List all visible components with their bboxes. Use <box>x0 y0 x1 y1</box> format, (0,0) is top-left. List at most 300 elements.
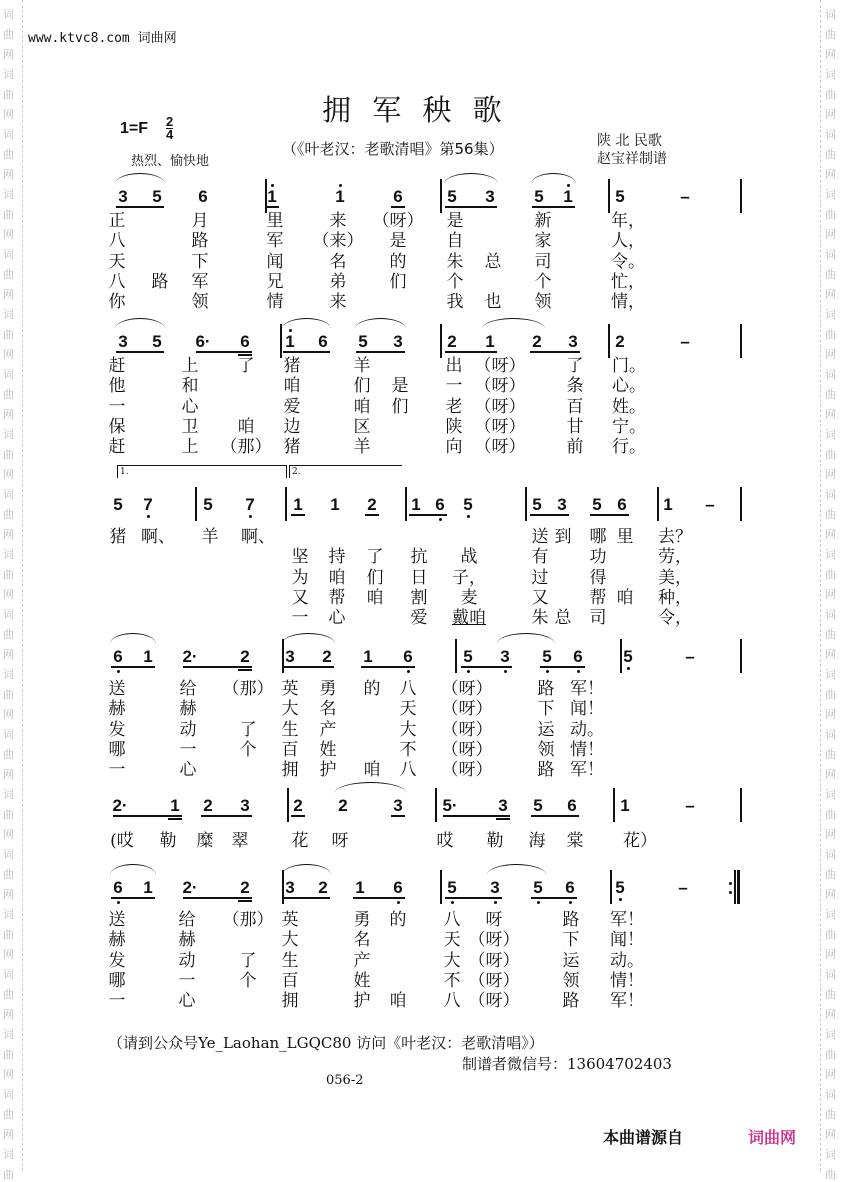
watermark-char: 曲 <box>3 328 14 341</box>
watermark-char: 网 <box>825 168 836 181</box>
lyric: 咱 <box>363 760 381 781</box>
lyric: 情！ <box>570 739 604 760</box>
note: 5 <box>152 187 162 206</box>
lyric: （呀） <box>468 991 520 1012</box>
watermark-char: 词 <box>825 608 836 621</box>
lyric: 兄 <box>266 271 284 292</box>
lyric: 们 <box>353 376 371 397</box>
note: 2 <box>203 796 213 815</box>
watermark-char: 词 <box>3 728 14 741</box>
lyric: 个 <box>446 271 464 292</box>
watermark-char: 网 <box>3 768 14 781</box>
underline-beam <box>356 351 405 353</box>
note: 5 <box>534 187 544 206</box>
lyric: 领 <box>537 739 555 760</box>
octave-dot-below <box>117 670 120 673</box>
lyric: 帮 <box>328 587 346 608</box>
lyric: 是 <box>391 376 409 397</box>
lyric: 下 <box>191 251 209 272</box>
watermark-char: 网 <box>3 1128 14 1141</box>
note: 6 <box>113 647 123 666</box>
watermark-char: 网 <box>825 888 836 901</box>
footer-wechat: 制谱者微信号：13604702403 <box>462 1055 672 1073</box>
lyric: 羊 <box>353 437 371 458</box>
lyric: 名 <box>329 251 347 272</box>
lyric: 姓 <box>319 739 337 760</box>
lyric: 日 <box>410 567 428 588</box>
lyric: 名 <box>353 930 371 951</box>
underline-beam <box>291 514 305 516</box>
note: 7 <box>143 495 153 514</box>
lyric: 护 <box>319 760 337 781</box>
lyric: 闻！ <box>610 930 644 951</box>
barline <box>282 870 284 904</box>
note: 2 <box>240 647 250 666</box>
lyric: （那） <box>222 910 274 930</box>
lyric: （来） <box>312 231 364 252</box>
note: – <box>680 187 690 206</box>
lyric: 天 <box>443 930 461 951</box>
note: 2 <box>322 647 332 666</box>
watermark-char: 网 <box>3 468 14 481</box>
lyric: 情！ <box>610 970 644 991</box>
lyric: 令。 <box>611 251 645 272</box>
watermark-char: 曲 <box>825 988 836 1001</box>
watermark-char: 曲 <box>825 28 836 41</box>
lyric: 的 <box>389 251 407 272</box>
watermark-char: 网 <box>3 48 14 61</box>
note: 6 <box>318 332 328 351</box>
lyric: 下 <box>537 699 555 720</box>
watermark-char: 曲 <box>825 148 836 161</box>
slur <box>110 633 156 644</box>
lyric: 是 <box>389 231 407 252</box>
lyric: 不 <box>443 970 461 991</box>
lyric: 过 <box>531 567 549 588</box>
slur <box>531 173 576 184</box>
lyric: 爱 <box>283 396 301 417</box>
note: 5 <box>358 332 368 351</box>
octave-dot-below <box>249 515 252 518</box>
lyric: 不 <box>399 739 417 760</box>
lyric: 花） <box>623 831 657 851</box>
watermark-char: 网 <box>3 828 14 841</box>
octave-dot-below <box>147 515 150 518</box>
lyric: 勇 <box>353 910 371 930</box>
lyric: 一 <box>445 376 463 397</box>
lyric: 闻 <box>266 251 284 272</box>
lyric: 了 <box>566 356 584 376</box>
lyric: 生 <box>281 719 299 740</box>
final-barline <box>734 870 736 904</box>
lyric: 羊 <box>353 356 371 376</box>
watermark-char: 曲 <box>825 508 836 521</box>
watermark-char: 词 <box>825 848 836 861</box>
origin: 陕 北 民歌 <box>597 133 662 149</box>
lyric: 产 <box>319 719 337 740</box>
underline-beam <box>590 514 629 516</box>
watermark-char: 词 <box>825 1148 836 1161</box>
note: 2 <box>532 332 542 351</box>
lyric: 咱 <box>366 587 384 608</box>
lyric: （呀） <box>441 679 493 699</box>
barline <box>287 788 289 822</box>
watermark-char: 词 <box>3 8 14 21</box>
lyric: （呀） <box>468 930 520 951</box>
note: 6 <box>240 332 250 351</box>
note: 5 <box>623 647 633 666</box>
slur <box>482 318 545 329</box>
octave-dot-below <box>467 515 470 518</box>
lyric: 勒 <box>159 831 177 851</box>
note: 1 <box>485 332 495 351</box>
lyric: 持 <box>328 547 346 568</box>
watermark-char: 曲 <box>3 208 14 221</box>
lyric: 送 <box>108 679 126 699</box>
note: 5 <box>532 495 542 514</box>
lyric: 上 <box>181 437 199 458</box>
lyric: 大 <box>399 719 417 740</box>
lyric: 大 <box>443 950 461 971</box>
lyric: 是 <box>446 211 464 231</box>
lyric: 出 <box>445 356 463 376</box>
lyric: 个 <box>239 739 257 760</box>
note: 2 <box>447 332 457 351</box>
lyric: 的 <box>363 679 381 699</box>
note: 2· <box>112 796 128 815</box>
lyric: 月 <box>191 211 209 231</box>
note: 5 <box>615 187 625 206</box>
lyric: 们 <box>391 396 409 417</box>
watermark-char: 曲 <box>3 628 14 641</box>
lyric: 啊、 <box>241 527 275 547</box>
watermark-char: 词 <box>825 308 836 321</box>
watermark-char: 词 <box>825 1088 836 1101</box>
watermark-char: 网 <box>825 48 836 61</box>
lyric: 朱 <box>531 608 549 629</box>
lyric: 到 <box>554 527 572 547</box>
note: 5 <box>533 796 543 815</box>
lyric: 八 <box>399 760 417 781</box>
barline <box>740 639 742 673</box>
left-dashed-line <box>22 0 23 1171</box>
barline <box>740 179 742 213</box>
lyric: 哪 <box>108 970 126 991</box>
volta-1-label: 1. <box>120 467 129 477</box>
watermark-char: 词 <box>825 908 836 921</box>
watermark-char: 网 <box>3 528 14 541</box>
lyric: 八 <box>399 679 417 699</box>
note: 1 <box>620 796 630 815</box>
note: 6· <box>195 332 211 351</box>
barline <box>740 324 742 358</box>
watermark-char: 曲 <box>3 1168 14 1181</box>
watermark-char: 网 <box>825 468 836 481</box>
lyric: 又 <box>531 587 549 608</box>
watermark-char: 网 <box>3 1008 14 1021</box>
octave-dot-below <box>577 670 580 673</box>
underline-beam <box>238 897 252 899</box>
slur <box>115 318 165 329</box>
watermark-char: 词 <box>3 248 14 261</box>
lyric: （呀） <box>474 396 526 417</box>
lyric: （呀） <box>474 416 526 437</box>
octave-dot-below <box>546 670 549 673</box>
volta-2-label: 2. <box>292 467 301 477</box>
lyric: 抗 <box>410 547 428 568</box>
note: – <box>678 878 688 897</box>
slur <box>487 864 546 875</box>
lyric: （呀） <box>474 356 526 376</box>
note: 3 <box>285 878 295 897</box>
watermark-char: 曲 <box>3 88 14 101</box>
lyric: 护 <box>353 991 371 1012</box>
note: 6 <box>403 647 413 666</box>
watermark-char: 网 <box>825 288 836 301</box>
underline-beam <box>530 514 569 516</box>
lyric: 猪 <box>283 437 301 458</box>
lyric: 年， <box>611 211 645 231</box>
watermark-char: 词 <box>3 308 14 321</box>
arranger: 赵宝祥制谱 <box>597 151 667 167</box>
lyric: 正 <box>108 211 126 231</box>
underline-beam <box>238 666 252 668</box>
watermark-char: 曲 <box>825 448 836 461</box>
note: – <box>705 495 715 514</box>
octave-dot-below <box>494 901 497 904</box>
barline <box>740 788 742 822</box>
lyric: 姓。 <box>612 396 646 417</box>
watermark-char: 网 <box>825 528 836 541</box>
slur <box>497 633 555 644</box>
page-number: 056-2 <box>326 1073 364 1088</box>
note: 3 <box>285 647 295 666</box>
lyric: 心。 <box>612 376 646 397</box>
slur <box>282 318 331 329</box>
note: 3 <box>485 187 495 206</box>
source-site-link[interactable]: 词曲网 <box>748 1128 797 1147</box>
lyric: 一 <box>178 970 196 991</box>
lyric: 功 <box>589 547 607 568</box>
lyric: （呀） <box>372 211 424 231</box>
lyric: 发 <box>108 719 126 740</box>
note: 6 <box>113 878 123 897</box>
watermark-char: 网 <box>3 888 14 901</box>
octave-dot-below <box>537 901 540 904</box>
note: 2· <box>182 647 198 666</box>
slur <box>110 864 156 875</box>
note: 5 <box>533 878 543 897</box>
note: 6 <box>435 495 445 514</box>
underline-beam <box>238 900 252 902</box>
lyric: 心 <box>181 396 199 417</box>
watermark-char: 词 <box>825 8 836 21</box>
lyric: 猪 <box>283 356 301 376</box>
lyric: 拥 <box>281 991 299 1012</box>
note: 6 <box>565 878 575 897</box>
note: 5 <box>615 878 625 897</box>
left-watermark-strip <box>0 0 22 1181</box>
watermark-char: 词 <box>3 1088 14 1101</box>
lyric: 令， <box>658 608 692 629</box>
slur <box>115 173 165 184</box>
lyric: 产 <box>353 950 371 971</box>
note: 1 <box>363 647 373 666</box>
lyric: 卫 <box>181 416 199 437</box>
lyric: 陕 <box>445 416 463 437</box>
watermark-char: 网 <box>3 108 14 121</box>
note: 2 <box>293 796 303 815</box>
watermark-char: 网 <box>825 828 836 841</box>
watermark-char: 网 <box>825 408 836 421</box>
watermark-char: 网 <box>3 588 14 601</box>
lyric: 哪 <box>108 739 126 760</box>
barline <box>740 487 742 521</box>
lyric: （那） <box>222 679 274 699</box>
note: 3 <box>118 187 128 206</box>
lyric: 咱 <box>237 416 255 437</box>
note: 1 <box>563 187 573 206</box>
watermark-char: 网 <box>3 348 14 361</box>
note: 6 <box>573 647 583 666</box>
watermark-char: 曲 <box>825 868 836 881</box>
lyric: （呀） <box>441 739 493 760</box>
lyric: 大 <box>281 699 299 720</box>
underline-beam <box>265 206 279 208</box>
barline <box>525 487 527 521</box>
lyric: 八 <box>108 231 126 252</box>
lyric: 里 <box>266 211 284 231</box>
watermark-char: 曲 <box>825 388 836 401</box>
watermark-char: 词 <box>3 1028 14 1041</box>
underline-beam <box>409 514 447 516</box>
lyric: (哎 <box>110 831 134 851</box>
watermark-char: 曲 <box>825 1168 836 1181</box>
octave-dot-below <box>397 901 400 904</box>
lyric: 人， <box>611 231 645 252</box>
watermark-char: 词 <box>3 908 14 921</box>
lyric: （呀） <box>441 719 493 740</box>
lyric: 给 <box>179 679 197 699</box>
lyric: 个 <box>534 271 552 292</box>
lyric: 也 <box>484 292 502 313</box>
watermark-char: 网 <box>825 768 836 781</box>
underline-beam <box>238 669 252 671</box>
note: 1 <box>170 796 180 815</box>
underline-beam <box>168 815 182 817</box>
watermark-char: 网 <box>3 1068 14 1081</box>
underline-beam <box>445 206 497 208</box>
lyric: （那） <box>220 437 272 458</box>
watermark-char: 词 <box>825 128 836 141</box>
note: 5 <box>463 495 473 514</box>
lyric: 姓 <box>353 970 371 991</box>
watermark-char: 曲 <box>3 808 14 821</box>
time-signature <box>166 116 173 141</box>
underline-beam <box>283 351 330 353</box>
watermark-char: 词 <box>825 788 836 801</box>
note: 6 <box>617 495 627 514</box>
underline-beam <box>532 206 575 208</box>
watermark-char: 词 <box>3 368 14 381</box>
watermark-char: 词 <box>3 188 14 201</box>
watermark-char: 曲 <box>3 388 14 401</box>
lyric: 赶 <box>108 356 126 376</box>
lyric: 路 <box>562 910 580 930</box>
right-dashed-line <box>820 0 821 1171</box>
watermark-char: 网 <box>825 948 836 961</box>
underline-beam <box>283 897 330 899</box>
underline-beam <box>168 818 182 820</box>
lyric: 啊、 <box>141 527 175 547</box>
watermark-char: 词 <box>825 428 836 441</box>
barline <box>657 487 659 521</box>
note: – <box>685 647 695 666</box>
note: 2 <box>318 878 328 897</box>
note: 3 <box>393 796 403 815</box>
lyric: 领 <box>191 292 209 313</box>
watermark-char: 曲 <box>3 748 14 761</box>
barline <box>608 324 610 358</box>
lyric: 八 <box>108 271 126 292</box>
lyric: 战 <box>460 547 478 568</box>
site-name: 词曲网 <box>137 31 177 46</box>
watermark-char: 曲 <box>3 568 14 581</box>
underline-beam <box>531 815 579 817</box>
lyric: 保 <box>108 416 126 437</box>
site-url[interactable] <box>28 27 177 46</box>
underline-beam <box>531 897 577 899</box>
lyric: 总 <box>554 608 572 629</box>
watermark-char: 曲 <box>825 688 836 701</box>
lyric: 百 <box>281 739 299 760</box>
lyric: 条 <box>566 376 584 397</box>
tempo-marking: 热烈、愉快地 <box>131 154 210 169</box>
underline-beam <box>201 815 252 817</box>
watermark-char: 词 <box>3 608 14 621</box>
underline-beam <box>361 666 415 668</box>
footer-note: （请到公众号Ye_Laohan_LGQC80 访问《叶老汉：老歌清唱》） <box>108 1034 544 1052</box>
note: 1 <box>330 495 340 514</box>
underline-beam <box>238 351 252 353</box>
lyric: 子， <box>452 567 486 588</box>
subtitle: （《叶老汉：老歌清唱》第56集） <box>282 140 504 158</box>
watermark-char: 词 <box>825 548 836 561</box>
note: 6 <box>567 796 577 815</box>
lyric: 运 <box>562 950 580 971</box>
volta-1 <box>117 465 287 478</box>
lyric: 个 <box>239 970 257 991</box>
lyric: 赫 <box>108 699 126 720</box>
lyric: 来 <box>329 292 347 313</box>
watermark-char: 曲 <box>825 748 836 761</box>
lyric: 里 <box>616 527 634 547</box>
slur <box>335 782 406 793</box>
octave-dot-below <box>451 901 454 904</box>
watermark-char: 曲 <box>825 928 836 941</box>
watermark-char: 曲 <box>825 628 836 641</box>
lyric: 路 <box>562 991 580 1012</box>
lyric: 一 <box>291 608 309 629</box>
watermark-char: 曲 <box>3 268 14 281</box>
note: 1 <box>411 495 421 514</box>
underline-beam <box>496 818 510 820</box>
barline <box>405 487 407 521</box>
barline <box>440 179 442 213</box>
watermark-char: 网 <box>3 948 14 961</box>
underline-beam <box>283 666 334 668</box>
note: 5 <box>203 495 213 514</box>
